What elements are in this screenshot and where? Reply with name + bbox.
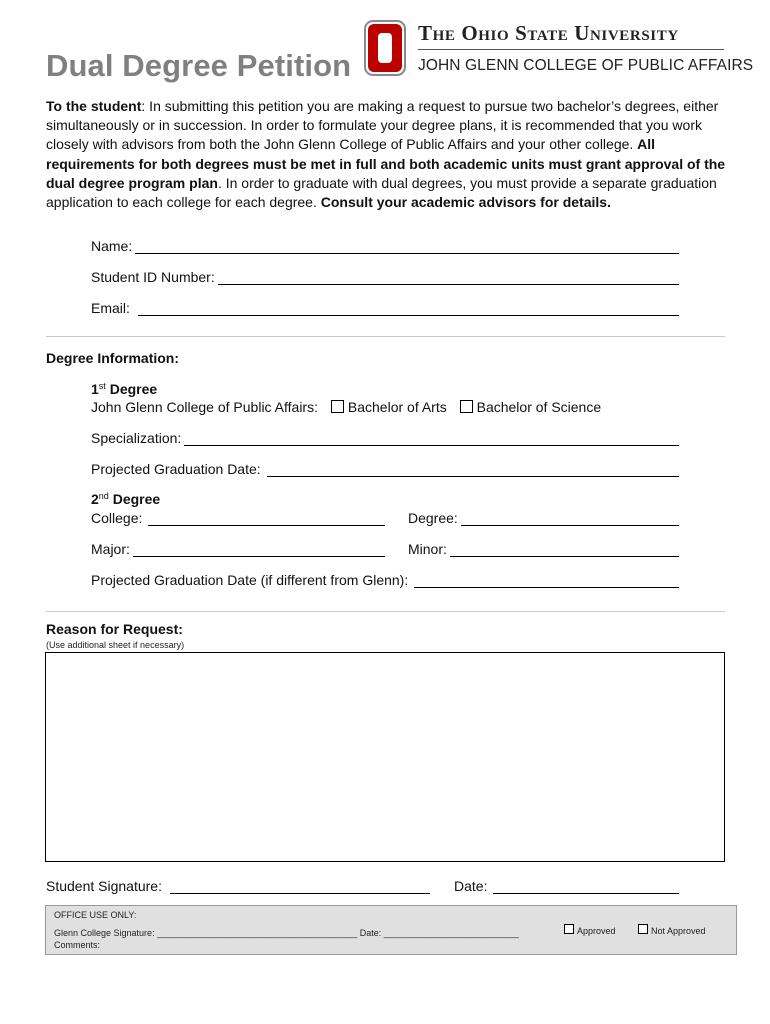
intro-text-2: . In order to graduate with dual degrees, you must provide a separate graduation application to each college for each degree. [46,174,717,211]
student-signature-field [46,878,430,894]
signature-date-label: Date: [454,878,488,894]
first-degree-options [91,399,601,415]
minor-label: Minor: [408,541,447,557]
section-divider [46,611,725,612]
office-use-box [45,905,737,955]
office-signature-line: Glenn College Signature: ________________________________________ Date: ___________________________ [54,928,519,938]
second-degree-heading [91,491,160,507]
intro-bold-2: Consult your academic advisors for details. [320,194,611,211]
reason-heading: Reason for Request: [46,621,183,637]
college-label: College: [91,510,143,526]
email-input-line[interactable] [138,302,679,316]
second-degree-num: 2 [91,491,99,507]
approved-checkbox[interactable] [564,924,574,934]
not-approved-option [638,924,706,936]
major-input-line[interactable] [133,543,385,557]
office-comments-label: Comments: [54,940,101,950]
first-degree-heading [91,381,157,397]
signature-date-input-line[interactable] [493,880,679,894]
college-name: JOHN GLENN COLLEGE OF PUBLIC AFFAIRS [418,57,754,74]
approved-option [564,924,616,936]
email-field [91,300,679,316]
college-field [91,510,385,526]
bachelor-of-science-label: Bachelor of Science [476,399,602,415]
block-o-logo-icon [364,20,406,76]
intro-lead: To the student [46,98,142,114]
office-use-heading: OFFICE USE ONLY: [54,910,137,920]
section-divider [46,336,725,337]
bachelor-of-arts-checkbox[interactable] [331,400,344,413]
reason-note: (Use additional sheet if necessary) [46,640,185,650]
page-title: Dual Degree Petition [46,48,352,83]
degree-input-line[interactable] [461,512,679,526]
first-grad-date-label: Projected Graduation Date: [91,461,261,477]
specialization-label: Specialization: [91,430,182,446]
first-grad-date-input-line[interactable] [267,463,679,477]
signature-date-field [454,878,679,894]
student-id-label: Student ID Number: [91,269,215,285]
bachelor-of-arts-label: Bachelor of Arts [347,399,447,415]
major-label: Major: [91,541,130,557]
second-grad-date-label: Projected Graduation Date (if different from Glenn): [91,572,409,588]
major-field [91,541,385,557]
minor-field [408,541,679,557]
student-signature-input-line[interactable] [170,880,430,894]
intro-text-1: : In submitting this petition you are making a request to pursue two bachelor’s degrees, either simultaneously or in succession. In order to formulate your degree plans, it is recommended that you work closely with advisors from both the John Glenn College of Public Affairs and your other college. [46,98,719,153]
not-approved-label: Not Approved [651,926,706,936]
second-degree-sup: nd [98,491,109,501]
minor-input-line[interactable] [450,543,679,557]
not-approved-checkbox[interactable] [638,924,648,934]
first-grad-date-field [91,461,679,477]
university-name [418,21,679,46]
intro-paragraph [46,97,726,212]
approved-label: Approved [577,926,616,936]
college-input-line[interactable] [148,512,385,526]
reason-textarea[interactable] [45,652,725,862]
specialization-field [91,430,679,446]
second-grad-date-input-line[interactable] [414,574,679,588]
degree-label: Degree: [408,510,458,526]
first-degree-word: Degree [105,381,158,397]
second-grad-date-field [91,572,679,588]
logo-divider [418,49,724,50]
student-id-input-line[interactable] [218,271,679,285]
intro-bold-1: All requirements for both degrees must be met in full and both academic units must grant approval of the dual degree program plan [46,136,726,191]
name-field [91,238,679,254]
specialization-input-line[interactable] [184,432,679,446]
degree-info-heading: Degree Information: [46,350,180,366]
bachelor-of-science-checkbox[interactable] [460,400,473,413]
second-degree-word: Degree [108,491,161,507]
name-input-line[interactable] [135,240,679,254]
student-id-field [91,269,679,285]
email-label: Email: [91,300,130,316]
glenn-college-label: John Glenn College of Public Affairs: [91,399,318,415]
university-name-text: The Ohio State University [418,21,679,45]
name-label: Name: [91,238,133,254]
degree-field [408,510,679,526]
student-signature-label: Student Signature: [46,878,162,894]
first-degree-sup: st [98,381,106,391]
first-degree-num: 1 [91,381,99,397]
